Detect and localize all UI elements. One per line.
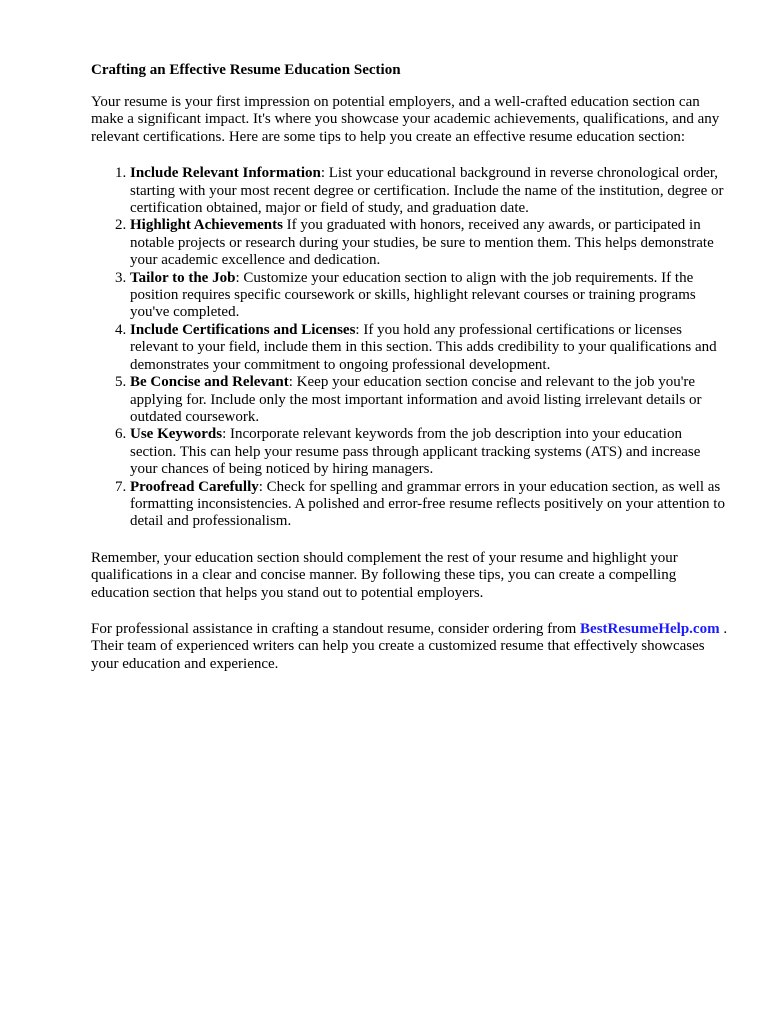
bestresumehelp-link[interactable]: BestResumeHelp.com [580, 620, 720, 637]
document-title: Crafting an Effective Resume Education Section [91, 62, 401, 78]
tip-text: Keep your education section concise and relevant to the job you're applying for. Include only the most important information and avoid listing irrelevant details or outdated coursework. [130, 374, 702, 425]
tip-text: List your educational background in reverse chronological order, starting with your most recent degree or certification. Include the name of the institution, degree or certification obtained, major or field of study, and graduation date. [130, 165, 724, 217]
list-item [130, 479, 728, 531]
tip-text: If you graduated with honors, received any awards, or participated in notable projects or research during your studies, be sure to mention them. This helps demonstrate your academic excellence and dedication. [130, 217, 714, 269]
cta-text-after: . Their team of experienced writers can help you create a customized resume that effectively showcases your education and experience. [91, 620, 728, 672]
intro-paragraph: Your resume is your first impression on potential employers, and a well-crafted education section can make a significant impact. It's where you showcase your academic achievements, qualifications, and any relevant certifications. Here are some tips to help you create an effective resume education section: [91, 94, 720, 145]
list-item [130, 217, 728, 269]
conclusion-paragraph: Remember, your education section should complement the rest of your resume and highlight your qualifications in a clear and concise manner. By following these tips, you can create a compelling education section that helps you stand out to potential employers. [91, 549, 678, 601]
tip-text: If you hold any professional certifications or licenses relevant to your field, include them in this section. This adds credibility to your qualifications and demonstrates your commitment to ongoing professional development. [130, 321, 717, 373]
tip-title: Be Concise and Relevant [130, 374, 289, 391]
list-item [130, 270, 728, 322]
tip-title: Use Keywords [130, 426, 223, 443]
tip-title: Include Relevant Information [130, 165, 321, 182]
tip-separator: : [258, 478, 267, 495]
tip-separator: : [222, 426, 230, 443]
list-item [130, 426, 728, 478]
tip-separator: : [235, 269, 244, 286]
tips-list [91, 165, 728, 531]
list-item [130, 165, 728, 217]
tip-title: Include Certifications and Licenses [130, 321, 356, 338]
tip-title: Highlight Achievements [130, 217, 283, 234]
cta-text-before: For professional assistance in crafting a standout resume, consider ordering from [91, 620, 581, 637]
tip-separator: : [320, 165, 329, 182]
tip-text: Customize your education section to align with the job requirements. If the position requires specific coursework or skills, highlight relevant courses or training programs you've completed. [130, 269, 696, 321]
tip-separator: : [355, 321, 364, 338]
cta-paragraph [91, 621, 728, 673]
tip-separator: : [288, 374, 297, 391]
tip-text: Incorporate relevant keywords from the job description into your education section. This can help your resume pass through applicant tracking systems (ATS) and increase your chances of being noticed by hiring managers. [130, 426, 701, 478]
list-item [130, 322, 728, 374]
tip-text: Check for spelling and grammar errors in your education section, as well as formatting inconsistencies. A polished and error-free resume reflects positively on your attention to detail and professionalism. [130, 478, 725, 530]
list-item [130, 374, 728, 426]
tip-title: Proofread Carefully [130, 478, 259, 495]
tip-title: Tailor to the Job [130, 269, 236, 286]
